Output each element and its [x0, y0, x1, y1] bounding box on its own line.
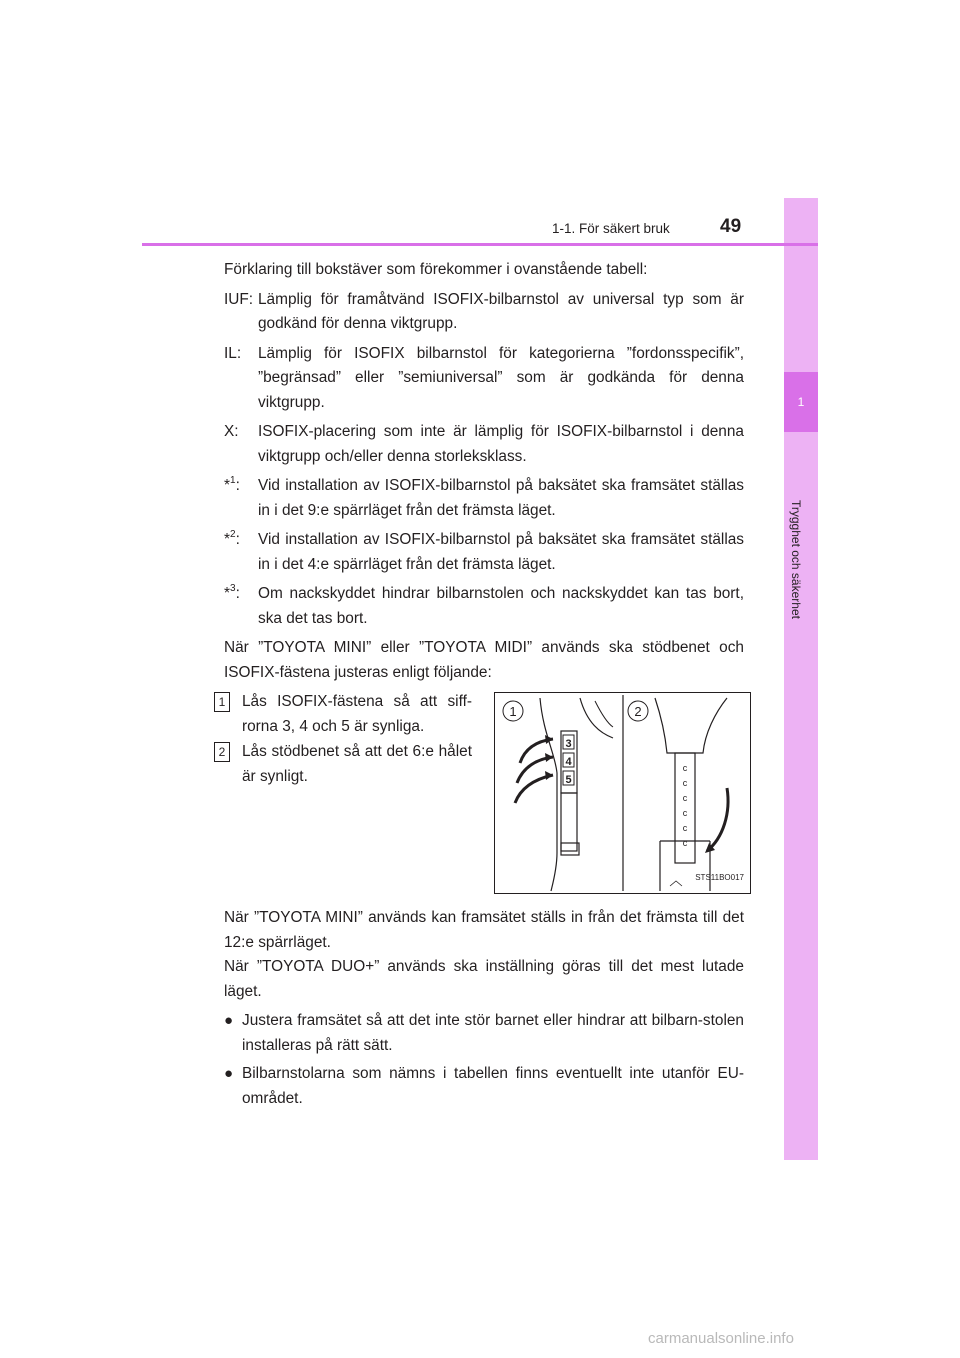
watermark: carmanualsonline.info [648, 1330, 794, 1347]
definition-text: ISOFIX-placering som inte är lämplig för ISOFIX-bilbarnstol i denna viktgrupp och/eller denna storleksklass. [258, 423, 744, 465]
steps-with-figure [218, 690, 744, 890]
step-1 [218, 690, 472, 739]
footnote-2 [224, 528, 744, 577]
definition-il [224, 342, 744, 416]
figure-code: STS11BO017 [695, 872, 744, 882]
footnote-star: * [224, 531, 230, 548]
svg-text:c: c [682, 823, 688, 833]
chapter-number: 1 [784, 372, 818, 432]
footnote-1 [224, 474, 744, 523]
header-divider [142, 243, 818, 246]
definition-key: X: [224, 423, 239, 440]
svg-text:c: c [682, 763, 688, 773]
section-heading: 1-1. För säkert bruk [552, 221, 670, 236]
intro-text: Förklaring till bokstäver som förekommer i ovanstående tabell: [224, 261, 648, 278]
note-toyota-mini: När ”TOYOTA MINI” används kan framsätet ställs in från det främsta till det 12:e spärrläget. [224, 909, 744, 951]
footnote-mark: *$^3$: [224, 582, 240, 602]
definition-text: Lämplig för ISOFIX bilbarnstol för kategorierna ”fordonsspecifik”, ”begränsad” eller ”semiuniversal” som är godkända för denna viktgrupp. [258, 344, 744, 411]
footnote-mark: *$^1$: [224, 474, 240, 494]
footnote-number: 3 [230, 582, 236, 594]
definition-key: IUF: [224, 290, 254, 308]
svg-text:c: c [682, 778, 688, 788]
footnote-text: Vid installation av ISOFIX-bilbarnstol på baksätet ska framsätet ställas in i det 9:e spärrläget från det främsta läget. [258, 477, 744, 519]
figure-digit-5: 5 [565, 774, 572, 786]
step-text-2: Lås stödbenet så att det 6:e hålet är synligt. [242, 743, 472, 785]
page-content [218, 258, 744, 1115]
footnote-star: * [224, 585, 230, 602]
footnote-text: Vid installation av ISOFIX-bilbarnstol på baksätet ska framsätet ställas in i det 4:e spärrläget från det främsta läget. [258, 531, 744, 573]
figure-label-1: 1 [509, 704, 517, 719]
bullet-text: Justera framsätet så att det inte stör barnet eller hindrar att bilbarn-stolen installeras på rätt sätt. [242, 1012, 744, 1054]
step-2 [218, 740, 472, 789]
definition-x [224, 420, 744, 469]
step-number-2: 2 [214, 742, 230, 762]
footnote-text: Om nackskyddet hindrar bilbarnstolen och nackskyddet kan tas bort, ska det tas bort. [258, 585, 744, 627]
footnote-star: * [224, 477, 230, 494]
footnote-number: 2 [230, 528, 236, 540]
mini-midi-paragraph: När ”TOYOTA MINI” eller ”TOYOTA MIDI” används ska stödbenet och ISOFIX-fästena justeras enligt följande: [224, 639, 744, 681]
bullet-item [224, 1062, 744, 1111]
chapter-side-tab [784, 198, 818, 1160]
chapter-title: Trygghet och säkerhet [789, 500, 803, 619]
figure-digit-3: 3 [565, 738, 572, 750]
figure-label-2: 2 [634, 704, 642, 719]
isofix-figure [494, 692, 751, 894]
bullet-text: Bilbarnstolarna som nämns i tabellen finns eventuellt inte utanför EU-området. [242, 1065, 744, 1107]
step-text-1: Lås ISOFIX-fästena så att siff-rorna 3, 4 och 5 är synliga. [242, 693, 472, 735]
definition-iuf [224, 288, 744, 337]
svg-text:c: c [682, 808, 688, 818]
definition-key: IL: [224, 344, 242, 362]
step-number-1: 1 [214, 692, 230, 712]
footnote-3 [224, 582, 744, 631]
footnote-number: 1 [230, 474, 236, 486]
figure-digit-4: 4 [565, 756, 572, 768]
bullet-item [224, 1009, 744, 1058]
svg-text:c: c [682, 838, 688, 848]
bullet-icon: ● [224, 1065, 234, 1082]
bullet-icon: ● [224, 1012, 234, 1029]
footnote-mark: *$^2$: [224, 528, 240, 548]
svg-text:c: c [682, 793, 688, 803]
definition-text: Lämplig för framåtvänd ISOFIX-bilbarnstol av universal typ som är godkänd för denna viktgrupp. [258, 290, 744, 332]
isofix-illustration [495, 693, 750, 893]
note-toyota-duo: När ”TOYOTA DUO+” används ska inställning göras till det mest lutade läget. [224, 958, 744, 1000]
page-number: 49 [720, 216, 742, 237]
